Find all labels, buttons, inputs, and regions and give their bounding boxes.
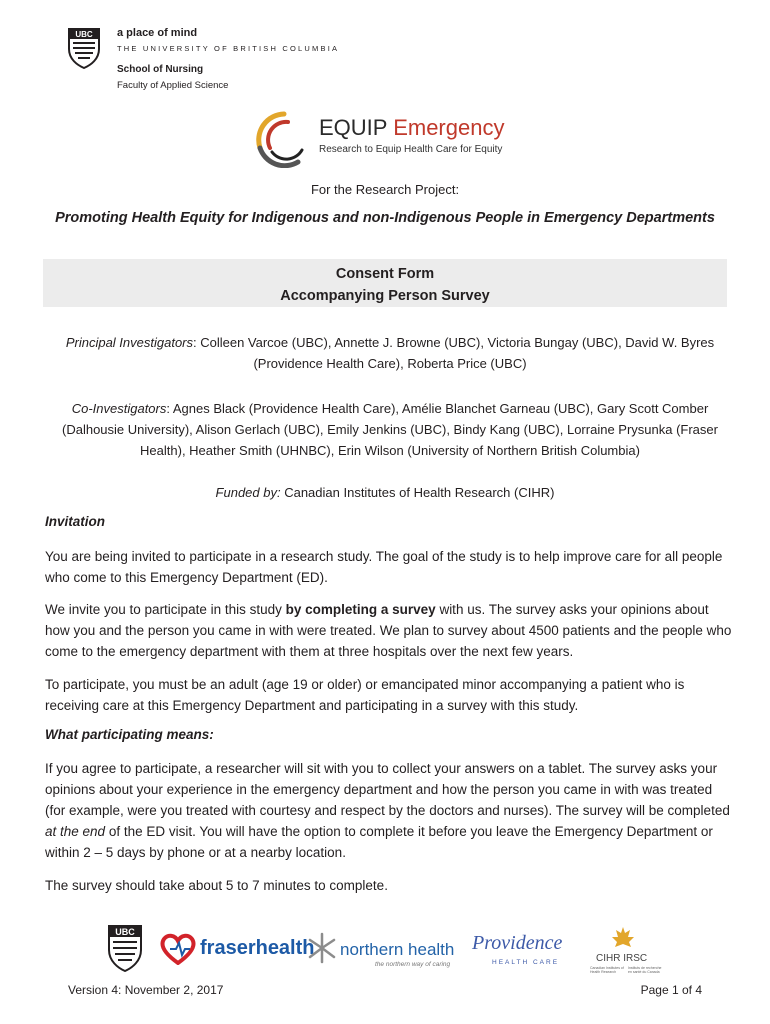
invitation-heading: Invitation [45,514,105,529]
paragraph-duration: The survey should take about 5 to 7 minutes to complete. [45,878,388,893]
school-name: School of Nursing [117,64,204,75]
northern-health-tagline: the northern way of caring [375,961,451,968]
ubc-crest-text: UBC [75,30,93,39]
ubc-university-name: THE UNIVERSITY OF BRITISH COLUMBIA [117,44,340,53]
for-project-label: For the Research Project: [310,182,460,197]
ubc-logo-icon [107,924,143,972]
paragraph-survey-invite [45,599,735,662]
pi-label: Principal Investigators [65,335,193,350]
providence-subtitle: HEALTH CARE [492,959,560,966]
co-investigators [50,398,730,461]
coi-text: : Agnes Black (Providence Health Care), Amélie Blanchet Garneau (UBC), Gary Scott Comber (Dalhousie University), Alison Gerlach (UBC), Emily Jenkins (UBC), Bindy Kang (UBC), Lorraine Prysunka (Fraser Health), Heather Smith (UHNBC), Erin Wilson (University of Northern British Columbia) [62,401,718,458]
equip-title-accent: Emergency [393,115,505,140]
equip-title-main: EQUIP [319,115,388,140]
fraserhealth-heart-icon [158,933,198,965]
ubc-tagline: a place of mind [117,27,198,39]
para4-emphasis: at the end [45,824,106,839]
consent-form-title: Consent Form [335,266,435,282]
principal-investigators [60,332,720,374]
footer-page-number: Page 1 of 4 [640,983,702,997]
equip-subtitle: Research to Equip Health Care for Equity [319,144,503,155]
equip-ring-icon [252,108,316,168]
paragraph-participation [45,758,735,863]
para2-start: We invite you to participate in this study [45,602,286,617]
providence-logo-text: Providence [472,932,563,954]
cihr-subtitle-fr: Instituts de recherche en santé du Canada [628,966,662,974]
funded-label: Funded by: [215,485,281,500]
funded-text: Canadian Institutes of Health Research (CIHR) [280,485,555,500]
cihr-logo-text: CIHR IRSC [596,953,648,964]
faculty-name: Faculty of Applied Science [117,80,229,91]
equip-title [319,115,504,141]
footer-version: Version 4: November 2, 2017 [68,983,224,997]
northern-health-star-icon [306,931,338,965]
para2-emphasis: by completing a survey [285,602,436,617]
participating-heading: What participating means: [45,727,214,742]
fraserhealth-logo-text: fraserhealth [200,937,315,959]
para4-start: If you agree to participate, a researcher will sit with you to collect your answers on a tablet. The survey asks your opinions about your experience in the emergency department and how the person you came in with was treated (for example, were you treated with courtesy and respect by the doctors and nurses). The survey will be completed [45,761,730,818]
pi-text: : Colleen Varcoe (UBC), Annette J. Browne (UBC), Victoria Bungay (UBC), David W. Byres (Providence Health Care), Roberta Price (UBC) [193,335,715,371]
consent-form-subtitle: Accompanying Person Survey [280,288,490,304]
para2-end: with us. The survey asks your opinions about how you and the person you came in with were treated. We plan to survey about 4500 patients and the people who come to the emergency department with them at three hospitals over the next few years. [45,602,732,659]
paragraph-invitation: You are being invited to participate in a research study. The goal of the study is to help improve care for all people who come to this Emergency Department (ED). [45,549,723,585]
funded-by [40,485,730,500]
coi-label: Co-Investigators [71,401,167,416]
ubc-logo-text: UBC [115,927,135,937]
paragraph-eligibility: To participate, you must be an adult (age 19 or older) or emancipated minor accompanying a patient who is receiving care at this Emergency Department and participating in a survey with this study. [45,677,685,713]
project-title: Promoting Health Equity for Indigenous and non-Indigenous People in Emergency Departments [55,210,715,226]
cihr-leaf-icon [611,926,635,950]
ubc-crest-icon [67,27,101,69]
northern-health-logo-text: northern health [340,940,455,959]
cihr-subtitle-en: Canadian Institutes of Health Research [590,966,624,974]
para4-end: of the ED visit. You will have the option to complete it before you leave the Emergency Department or within 2 – 5 days by phone or at a nearby location. [45,824,713,860]
